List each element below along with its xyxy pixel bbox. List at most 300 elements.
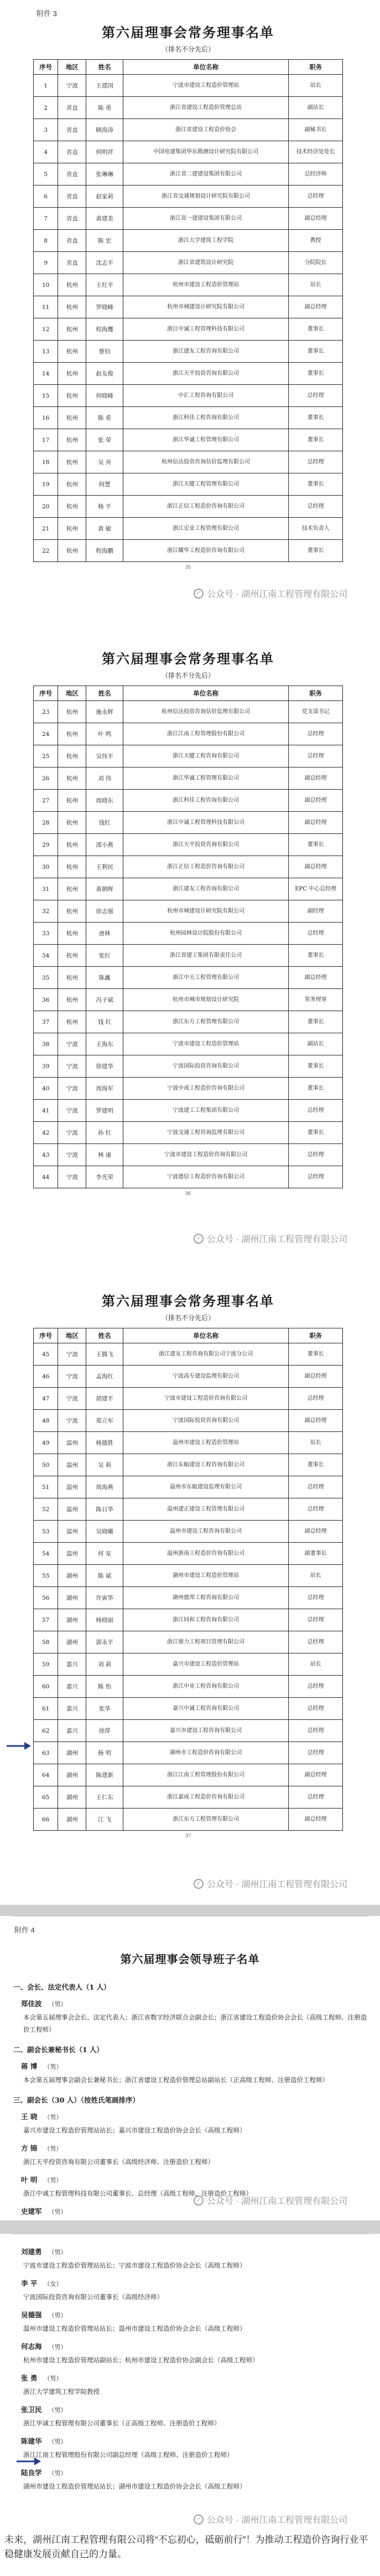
- cell-no: 8: [34, 230, 58, 252]
- table-row: [34, 1742, 343, 1764]
- table-row: [34, 318, 343, 341]
- cell-area: 杭州: [58, 451, 86, 473]
- table-row: [34, 1720, 343, 1742]
- leader-entry: [21, 2245, 369, 2271]
- cell-unit: 浙江科佳工程咨询有限公司: [123, 407, 288, 429]
- cell-no: 14: [34, 363, 58, 385]
- cell-unit: 中汇工程咨询有限公司: [123, 385, 288, 407]
- cell-no: 13: [34, 341, 58, 363]
- cell-name: 何 星: [86, 1543, 123, 1565]
- wechat-icon: ✓: [194, 1234, 204, 1244]
- table-row: [34, 812, 343, 834]
- cell-no: 3: [34, 119, 58, 141]
- table-row: [34, 163, 343, 186]
- leader-gender: （男）: [44, 2114, 63, 2121]
- table-row: [34, 1033, 343, 1055]
- cell-name: 唐林: [86, 923, 123, 945]
- cell-area: 宁波: [58, 1343, 86, 1366]
- col-header-name: 姓名: [86, 1328, 123, 1343]
- leader-name: 郑佳波 （男）: [21, 2000, 67, 2008]
- table-row: [34, 473, 343, 496]
- cell-unit: 杭州市城市规划设计研究院: [123, 989, 288, 1011]
- wechat-icon: ✓: [194, 1879, 204, 1889]
- cell-name: 杨 平: [86, 496, 123, 518]
- cell-no: 18: [34, 451, 58, 473]
- cell-name: 徐建华: [86, 1055, 123, 1078]
- cell-no: 52: [34, 1498, 58, 1521]
- cell-no: 17: [34, 429, 58, 451]
- cell-area: 嘉兴: [58, 1720, 86, 1742]
- cell-area: 宁波: [58, 1410, 86, 1432]
- cell-name: 蔡钧: [86, 341, 123, 363]
- watermark: [194, 2513, 347, 2526]
- cell-name: 林 康: [86, 1144, 123, 1166]
- cell-unit: 浙江江南工程管理股份有限公司: [123, 1764, 288, 1786]
- leader-name: 李 平 （女）: [21, 2279, 63, 2288]
- cell-title: 副总经理: [289, 856, 343, 878]
- page-number: 37: [185, 1833, 191, 1838]
- attachment-label: 附件 4: [14, 1926, 35, 1934]
- table-header-row: [34, 1328, 343, 1343]
- leader-name: 史建军 （男）: [21, 2207, 67, 2216]
- table-row: [34, 1122, 343, 1144]
- cell-area: 湖州: [58, 1565, 86, 1587]
- cell-area: 省直: [58, 97, 86, 119]
- cell-name: 吴伟平: [86, 745, 123, 767]
- watermark-text: 公众号 · 湖州江南工程管理有限公司: [207, 590, 348, 599]
- cell-no: 19: [34, 473, 58, 496]
- table-row: [34, 1587, 343, 1609]
- cell-title: 党支部书记: [289, 701, 343, 723]
- table-row: [34, 1078, 343, 1100]
- cell-area: 宁波: [58, 1388, 86, 1410]
- leader-desc: 宁波市建设工程造价管理站站长；宁波市建设工程造价协会会长（高级工程师）: [23, 2261, 246, 2269]
- col-header-unit: 单位名称: [123, 60, 288, 75]
- cell-name: 杨 明: [86, 1742, 123, 1764]
- cell-area: 杭州: [58, 767, 86, 790]
- cell-name: 何明祥: [86, 141, 123, 163]
- cell-area: 杭州: [58, 989, 86, 1011]
- cell-title: 总经济师: [289, 163, 343, 186]
- cell-no: 65: [34, 1786, 58, 1809]
- leader-desc: 浙江大学建筑工程学院教授: [23, 2388, 100, 2395]
- table-row: [34, 363, 343, 385]
- cell-unit: 宁波国际投资咨询有限公司: [123, 1055, 288, 1078]
- table-row: [34, 186, 343, 208]
- cell-area: 杭州: [58, 540, 86, 562]
- cell-no: 56: [34, 1587, 58, 1609]
- cell-title: 总经理: [289, 496, 343, 518]
- table-row: [34, 1476, 343, 1498]
- cell-unit: 浙江中业工程咨询有限公司: [123, 1676, 288, 1698]
- table-row: [34, 878, 343, 900]
- table-row: [34, 518, 343, 540]
- cell-title: 总经理: [289, 1698, 343, 1720]
- cell-area: 嘉兴: [58, 1653, 86, 1676]
- cell-unit: 浙江同和工程咨询有限公司: [123, 1609, 288, 1631]
- cell-area: 宁波: [58, 1100, 86, 1122]
- leader-gender: （男）: [48, 2343, 67, 2351]
- cell-no: 39: [34, 1055, 58, 1078]
- cell-name: 刘 莉: [86, 1653, 123, 1676]
- wechat-icon: ✓: [194, 2196, 204, 2206]
- cell-unit: 浙江东方工程管理有限公司: [123, 1809, 288, 1831]
- cell-no: 57: [34, 1609, 58, 1631]
- cell-title: 董事长: [289, 1122, 343, 1144]
- table-row: [34, 1166, 343, 1188]
- table-row: [34, 1653, 343, 1676]
- leader-desc: 宁波国际投资咨询有限公司董事长（高级经济师）: [23, 2293, 163, 2301]
- table-row: [34, 451, 343, 473]
- leader-gender: （男）: [48, 2249, 67, 2256]
- table-row: [34, 1521, 343, 1543]
- col-header-title: 职务: [289, 60, 343, 75]
- watermark: [194, 1877, 347, 1890]
- cell-area: 杭州: [58, 363, 86, 385]
- cell-name: 王腾飞: [86, 1343, 123, 1366]
- cell-area: 杭州: [58, 274, 86, 296]
- attachment-label: 附件 3: [37, 9, 57, 18]
- cell-unit: 浙江科佳工程咨询有限公司: [123, 790, 288, 812]
- table-row: [34, 1343, 343, 1366]
- cell-title: 副总经理: [289, 208, 343, 230]
- cell-title: 副总经理: [289, 1521, 343, 1543]
- cell-no: 60: [34, 1676, 58, 1698]
- cell-no: 27: [34, 790, 58, 812]
- cell-name: 叶 鸣: [86, 723, 123, 745]
- col-header-no: 序号: [34, 1328, 58, 1343]
- cell-unit: 温州建正建设工程管理有限公司: [123, 1498, 288, 1521]
- cell-no: 2: [34, 97, 58, 119]
- cell-name: 胡建平: [86, 1388, 123, 1410]
- col-header-no: 序号: [34, 60, 58, 75]
- table-row: [34, 230, 343, 252]
- cell-no: 62: [34, 1720, 58, 1742]
- cell-area: 杭州: [58, 834, 86, 856]
- cell-area: 宁波: [58, 1055, 86, 1078]
- cell-no: 36: [34, 989, 58, 1011]
- cell-no: 22: [34, 540, 58, 562]
- table-row: [34, 429, 343, 451]
- cell-area: 杭州: [58, 385, 86, 407]
- leader-desc: 浙江中诚工程管理科技有限公司董事长、总经理（高级工程师、注册造价工程师）: [23, 2189, 252, 2197]
- cell-name: 孙 红: [86, 1122, 123, 1144]
- table-row: [34, 1100, 343, 1122]
- cell-title: 常务理事: [289, 989, 343, 1011]
- cell-area: 宁波: [58, 1033, 86, 1055]
- cell-area: 杭州: [58, 723, 86, 745]
- cell-name: 黄朝晖: [86, 878, 123, 900]
- cell-name: 李光荣: [86, 1166, 123, 1188]
- leader-gender: （男）: [44, 2375, 63, 2382]
- cell-area: 杭州: [58, 923, 86, 945]
- cell-area: 杭州: [58, 518, 86, 540]
- cell-area: 温州: [58, 1521, 86, 1543]
- cell-title: 副秘书长: [289, 119, 343, 141]
- cell-area: 杭州: [58, 296, 86, 318]
- cell-unit: 温州市建设工程咨询有限公司: [123, 1521, 288, 1543]
- table-row: [34, 252, 343, 274]
- cell-no: 66: [34, 1809, 58, 1831]
- page-subtitle: （排名不分先后）: [161, 1314, 215, 1322]
- cell-no: 25: [34, 745, 58, 767]
- cell-area: 宁波: [58, 1166, 86, 1188]
- col-header-unit: 单位名称: [123, 686, 288, 701]
- cell-title: 董事长: [289, 363, 343, 385]
- cell-name: 吴 莉: [86, 1454, 123, 1476]
- cell-area: 湖州: [58, 1609, 86, 1631]
- cell-title: 总经理: [289, 451, 343, 473]
- cell-name: 孟海红: [86, 1366, 123, 1388]
- cell-area: 省直: [58, 119, 86, 141]
- cell-area: 省直: [58, 208, 86, 230]
- cell-name: 陈 斌: [86, 1565, 123, 1587]
- cell-title: 总经理: [289, 1676, 343, 1698]
- cell-no: 50: [34, 1454, 58, 1476]
- cell-title: 董事长: [289, 473, 343, 496]
- cell-name: 王利民: [86, 856, 123, 878]
- cell-name: 周晓东: [86, 790, 123, 812]
- cell-area: 杭州: [58, 473, 86, 496]
- cell-no: 30: [34, 856, 58, 878]
- cell-title: 总经理: [289, 1388, 343, 1410]
- cell-unit: 浙江宏业工程管理有限公司: [123, 518, 288, 540]
- cell-unit: 浙江正信工程造价咨询有限公司: [123, 856, 288, 878]
- cell-name: 江 飞: [86, 1809, 123, 1831]
- cell-no: 29: [34, 834, 58, 856]
- cell-area: 温州: [58, 1543, 86, 1565]
- cell-no: 58: [34, 1631, 58, 1653]
- cell-unit: 宁波市建设工程造价咨询有限公司: [123, 1144, 288, 1166]
- cell-name: 施永辉: [86, 701, 123, 723]
- cell-title: 站长: [289, 274, 343, 296]
- table-header-row: [34, 60, 343, 75]
- cell-no: 32: [34, 900, 58, 923]
- leader-name: 张 勇 （男）: [21, 2374, 63, 2382]
- col-header-name: 姓名: [86, 686, 123, 701]
- cell-title: 副总经理: [289, 767, 343, 790]
- member-table: [33, 1328, 343, 1831]
- cell-title: 总经理: [289, 1100, 343, 1122]
- leader-name: 蒋 博 （男）: [21, 2062, 63, 2070]
- cell-title: 董事长: [289, 407, 343, 429]
- cell-title: 站长: [289, 75, 343, 97]
- cell-unit: 浙江鼎力工程项目管理有限公司: [123, 1631, 288, 1653]
- leader-name: 何志海 （男）: [21, 2342, 67, 2351]
- cell-name: 陈鑫: [86, 967, 123, 989]
- col-header-no: 序号: [34, 686, 58, 701]
- cell-unit: 浙江江南工程管理股份有限公司: [123, 723, 288, 745]
- cell-title: 副总经理: [289, 1809, 343, 1831]
- cell-unit: 浙江正信工程造价咨询有限公司: [123, 496, 288, 518]
- cell-unit: 浙江省一建建设集团有限公司: [123, 208, 288, 230]
- leader-entry: [21, 2110, 369, 2136]
- cell-no: 61: [34, 1698, 58, 1720]
- cell-unit: 宁波市建设工程造价咨询有限公司: [123, 1388, 288, 1410]
- cell-title: 总经理: [289, 723, 343, 745]
- cell-name: 郑立军: [86, 1410, 123, 1432]
- cell-name: 罗晓峰: [86, 296, 123, 318]
- cell-area: 杭州: [58, 318, 86, 341]
- cell-title: 副总经理: [289, 812, 343, 834]
- page-subtitle: （排名不分先后）: [161, 672, 215, 679]
- wechat-icon: ✓: [194, 589, 204, 599]
- col-header-area: 地区: [58, 686, 86, 701]
- cell-unit: 嘉兴市建设工程咨询有限公司: [123, 1720, 288, 1742]
- cell-no: 42: [34, 1122, 58, 1144]
- table-row: [34, 900, 343, 923]
- watermark-text: 公众号 · 湖州江南工程管理有限公司: [207, 1880, 348, 1889]
- cell-name: 陈 宏: [86, 230, 123, 252]
- col-header-unit: 单位名称: [123, 1328, 288, 1343]
- cell-no: 21: [34, 518, 58, 540]
- cell-unit: 杭州信达投资咨询估价监理有限公司: [123, 451, 288, 473]
- cell-unit: 浙江天健工程咨询有限公司: [123, 745, 288, 767]
- cell-no: 15: [34, 385, 58, 407]
- cell-no: 41: [34, 1100, 58, 1122]
- cell-title: 副站长: [289, 97, 343, 119]
- table-row: [34, 496, 343, 518]
- cell-area: 杭州: [58, 407, 86, 429]
- cell-title: 总经理: [289, 923, 343, 945]
- leader-desc: 浙江华诚工程管理有限公司董事长（正高级工程师、注册造价工程师）: [23, 2419, 221, 2427]
- leader-gender: （男）: [44, 2145, 63, 2152]
- cell-title: 总经理: [289, 385, 343, 407]
- cell-no: 10: [34, 274, 58, 296]
- cell-unit: 浙江天健工程管理有限公司: [123, 473, 288, 496]
- cell-unit: 杭州市城建设计研究院有限公司: [123, 900, 288, 923]
- cell-title: 技术负责人: [289, 518, 343, 540]
- cell-title: 总经理: [289, 745, 343, 767]
- table-row: [34, 75, 343, 97]
- leader-name: 张卫民 （男）: [21, 2405, 67, 2414]
- cell-unit: 浙江华诚工程管理有限公司: [123, 429, 288, 451]
- cell-unit: 温州浙南工程造价咨询有限公司: [123, 1543, 288, 1565]
- section-heading: 一、会长、法定代表人（1 人）: [13, 1983, 111, 1991]
- cell-area: 杭州: [58, 878, 86, 900]
- leader-gender: （男）: [48, 2312, 67, 2319]
- table-row: [34, 1809, 343, 1831]
- leader-name: 陈建华 （男）: [21, 2437, 67, 2445]
- cell-no: 38: [34, 1033, 58, 1055]
- cell-name: 杨晓丽: [86, 1609, 123, 1631]
- cell-name: 陈建新: [86, 1764, 123, 1786]
- cell-no: 48: [34, 1410, 58, 1432]
- cell-name: 吴 舟: [86, 451, 123, 473]
- cell-area: 省直: [58, 163, 86, 186]
- cell-no: 54: [34, 1543, 58, 1565]
- leader-gender: （男）: [48, 2438, 67, 2445]
- cell-no: 1: [34, 75, 58, 97]
- table-row: [34, 1676, 343, 1698]
- col-header-area: 地区: [58, 60, 86, 75]
- cell-name: 张华: [86, 1698, 123, 1720]
- cell-area: 杭州: [58, 1011, 86, 1033]
- table-row: [34, 1764, 343, 1786]
- cell-area: 杭州: [58, 745, 86, 767]
- table-row: [34, 1498, 343, 1521]
- cell-unit: 温州市东瓯建设监理有限公司: [123, 1476, 288, 1498]
- leader-desc: 本会第五届理事会会长、法定代表人；浙江省数字经济联合会副会长；浙江省建设工程造价协会会长（高级工程师、注册造价工程师）: [23, 2013, 367, 2033]
- cell-title: 总经理: [289, 1587, 343, 1609]
- leaders-page-2: [11, 2234, 369, 2539]
- cell-no: 49: [34, 1432, 58, 1454]
- cell-title: 副总经理: [289, 790, 343, 812]
- page-gap-band: [0, 1905, 380, 1916]
- cell-title: 分院院长: [289, 252, 343, 274]
- cell-no: 24: [34, 723, 58, 745]
- table-row: [34, 208, 343, 230]
- table-row: [34, 923, 343, 945]
- cell-title: 董事长: [289, 341, 343, 363]
- leader-entry: [21, 1997, 369, 2036]
- cell-name: 程海鹰: [86, 318, 123, 341]
- cell-no: 37: [34, 1011, 58, 1033]
- cell-title: 董事长: [289, 540, 343, 562]
- cell-area: 杭州: [58, 429, 86, 451]
- cell-name: 王建国: [86, 75, 123, 97]
- cell-name: 钱红: [86, 812, 123, 834]
- table-row: [34, 1388, 343, 1410]
- cell-unit: 浙江天平投资咨询有限公司: [123, 363, 288, 385]
- leader-gender: （男）: [48, 2208, 67, 2216]
- cell-name: 张红: [86, 945, 123, 967]
- cell-title: 站长: [289, 1653, 343, 1676]
- cell-area: 温州: [58, 1498, 86, 1521]
- cell-name: 周海军: [86, 1078, 123, 1100]
- cell-no: 31: [34, 878, 58, 900]
- cell-unit: 湖州市建设工程造价管理站: [123, 1565, 288, 1587]
- cell-name: 邵小燕: [86, 834, 123, 856]
- leader-entry: [21, 2309, 369, 2335]
- cell-title: 董事长: [289, 1055, 343, 1078]
- leader-entry: [21, 2277, 369, 2303]
- cell-title: 教授: [289, 230, 343, 252]
- cell-unit: 宁波高专建设监理有限公司: [123, 1366, 288, 1388]
- cell-no: 44: [34, 1166, 58, 1188]
- leader-gender: （男）: [48, 2001, 67, 2008]
- cell-unit: 湖州市工程造价咨询有限公司: [123, 1742, 288, 1764]
- cell-no: 40: [34, 1078, 58, 1100]
- cell-title: 总经理: [289, 1742, 343, 1764]
- table-row: [34, 1698, 343, 1720]
- cell-area: 宁波: [58, 1078, 86, 1100]
- cell-name: 罗建明: [86, 1100, 123, 1122]
- cell-area: 杭州: [58, 341, 86, 363]
- leader-name: 王 晓 （男）: [21, 2113, 63, 2121]
- table-row: [34, 1609, 343, 1631]
- page-subtitle: （排名不分先后）: [161, 45, 215, 53]
- page-gap-band: [0, 2220, 380, 2234]
- cell-name: 吴晓曦: [86, 1521, 123, 1543]
- cell-unit: 浙江华诚工程管理有限公司: [123, 767, 288, 790]
- table-row: [34, 767, 343, 790]
- cell-unit: 宁波市建设工程造价管理站: [123, 75, 288, 97]
- watermark-text: 公众号 · 湖州江南工程管理有限公司: [207, 2197, 348, 2206]
- cell-title: 董事长: [289, 1454, 343, 1476]
- cell-title: 董事长: [289, 834, 343, 856]
- cell-name: 郭永平: [86, 1631, 123, 1653]
- cell-name: 王仁东: [86, 1786, 123, 1809]
- cell-no: 16: [34, 407, 58, 429]
- cell-title: 总经理: [289, 1498, 343, 1521]
- cell-unit: 浙江省交通规划设计研究院有限公司: [123, 186, 288, 208]
- cell-unit: 浙江东方工程管理有限公司: [123, 1011, 288, 1033]
- cell-no: 11: [34, 296, 58, 318]
- cell-name: 陈 怡: [86, 1676, 123, 1698]
- leader-entry: [21, 2466, 369, 2492]
- cell-title: 副总经理: [289, 1366, 343, 1388]
